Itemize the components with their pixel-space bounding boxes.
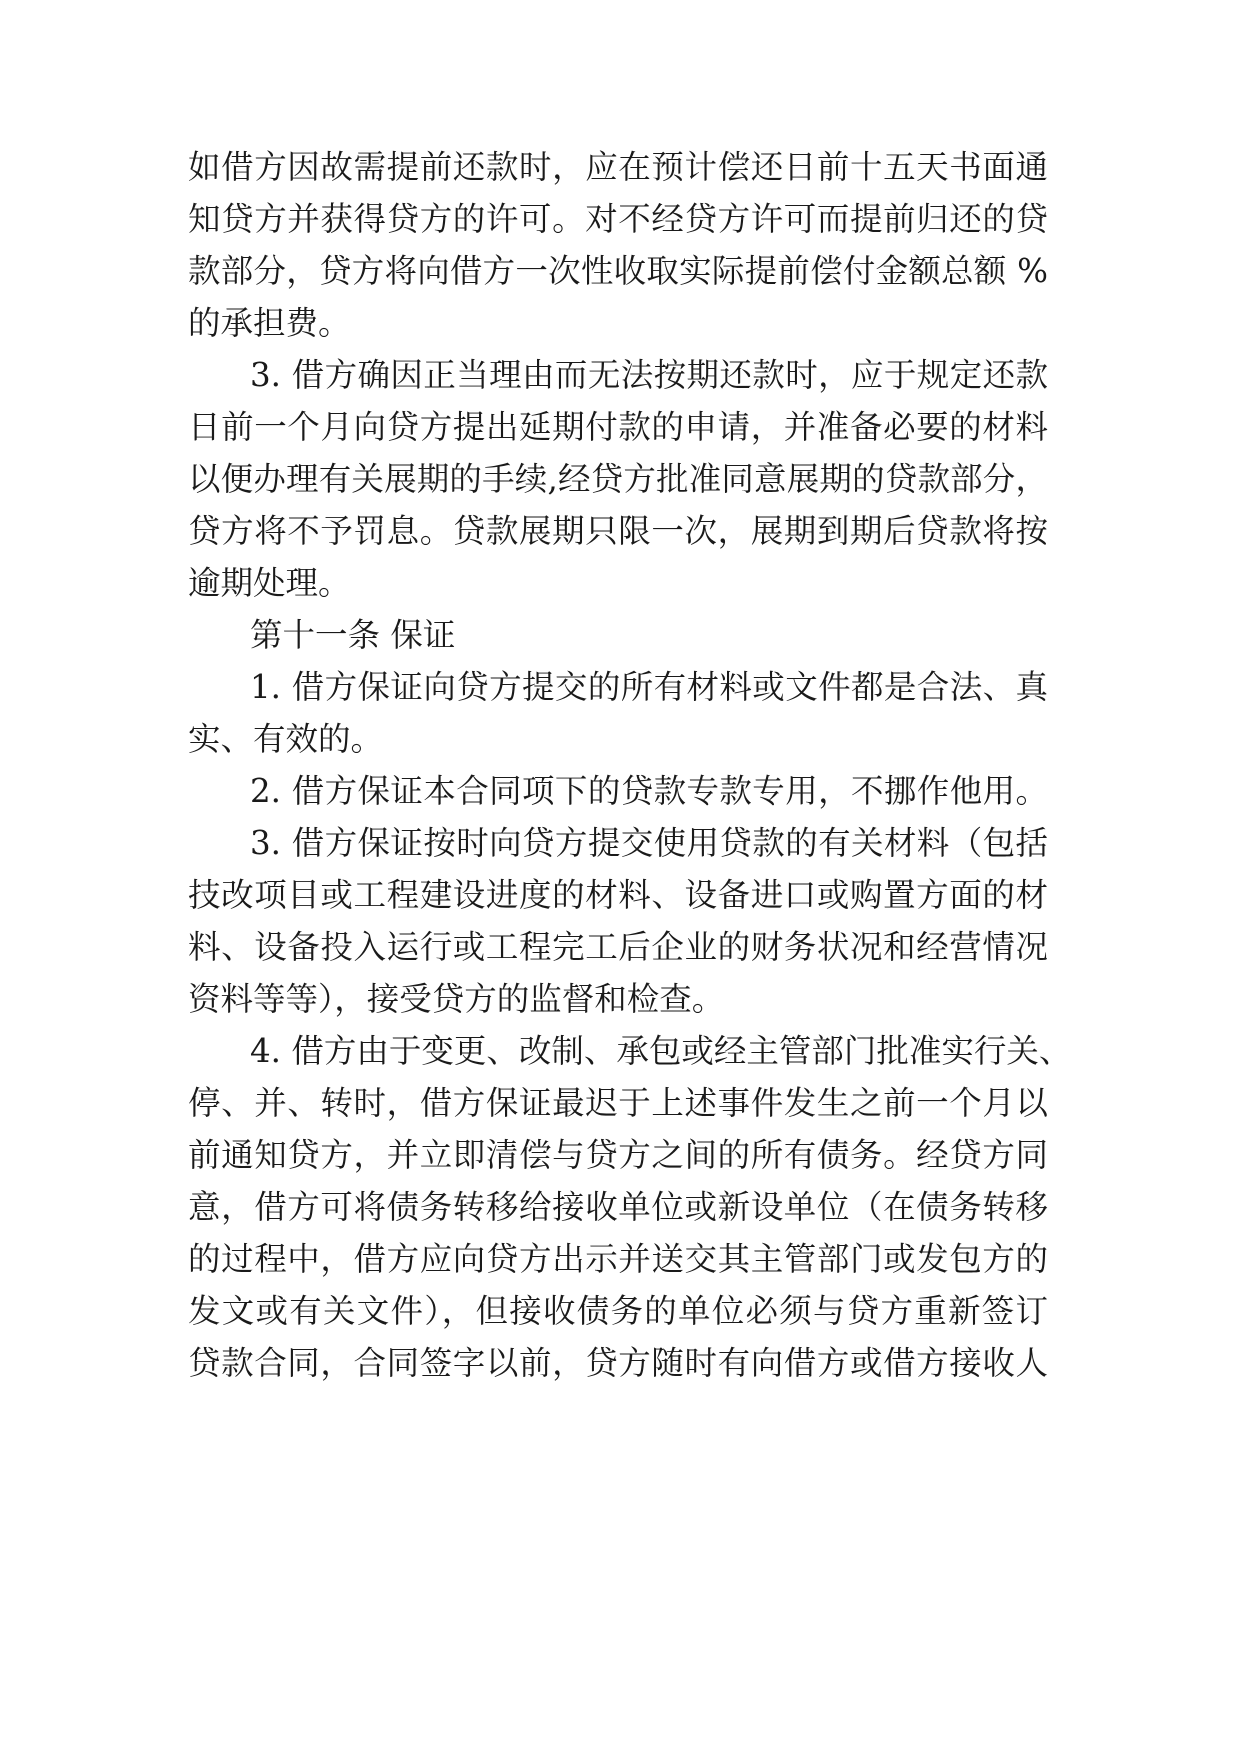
paragraph-line: 停、并、转时，借方保证最迟于上述事件发生之前一个月以 (188, 1084, 1048, 1122)
paragraph-line: 资料等等），接受贷方的监督和检查。 (188, 980, 725, 1018)
paragraph-line: 的过程中，借方应向贷方出示并送交其主管部门或发包方的 (188, 1240, 1048, 1278)
paragraph-line: 发文或有关文件），但接收债务的单位必须与贷方重新签订 (188, 1292, 1048, 1330)
paragraph-line: 3. 借方保证按时向贷方提交使用贷款的有关材料（包括 (250, 824, 1048, 862)
paragraph-line: 的承担费。 (188, 304, 351, 342)
paragraph-line: 2. 借方保证本合同项下的贷款专款专用，不挪作他用。 (250, 772, 1048, 810)
paragraph-line: 技改项目或工程建设进度的材料、设备进口或购置方面的材 (188, 876, 1048, 914)
paragraph-line: 意，借方可将债务转移给接收单位或新设单位（在债务转移 (188, 1188, 1048, 1226)
paragraph-line: 日前一个月向贷方提出延期付款的申请，并准备必要的材料 (188, 408, 1048, 446)
paragraph-line: 料、设备投入运行或工程完工后企业的财务状况和经营情况 (188, 928, 1048, 966)
paragraph-line: 款部分，贷方将向借方一次性收取实际提前偿付金额总额 % (188, 252, 1048, 290)
paragraph-line: 3. 借方确因正当理由而无法按期还款时，应于规定还款 (250, 356, 1048, 394)
paragraph-line: 1. 借方保证向贷方提交的所有材料或文件都是合法、真 (250, 668, 1048, 706)
paragraph-line: 贷方将不予罚息。贷款展期只限一次，展期到期后贷款将按 (188, 512, 1048, 550)
paragraph-line: 贷款合同，合同签字以前，贷方随时有向借方或借方接收人 (188, 1344, 1048, 1382)
paragraph-line: 前通知贷方，并立即清偿与贷方之间的所有债务。经贷方同 (188, 1136, 1048, 1174)
paragraph-line: 如借方因故需提前还款时，应在预计偿还日前十五天书面通 (188, 148, 1048, 186)
paragraph-line: 实、有效的。 (188, 720, 384, 758)
section-heading: 第十一条 保证 (250, 616, 456, 654)
paragraph-line: 以便办理有关展期的手续,经贷方批准同意展期的贷款部分， (188, 460, 1048, 498)
paragraph-line: 逾期处理。 (188, 564, 351, 602)
paragraph-line: 4. 借方由于变更、改制、承包或经主管部门批准实行关、 (250, 1032, 1072, 1070)
paragraph-line: 知贷方并获得贷方的许可。对不经贷方许可而提前归还的贷 (188, 200, 1048, 238)
